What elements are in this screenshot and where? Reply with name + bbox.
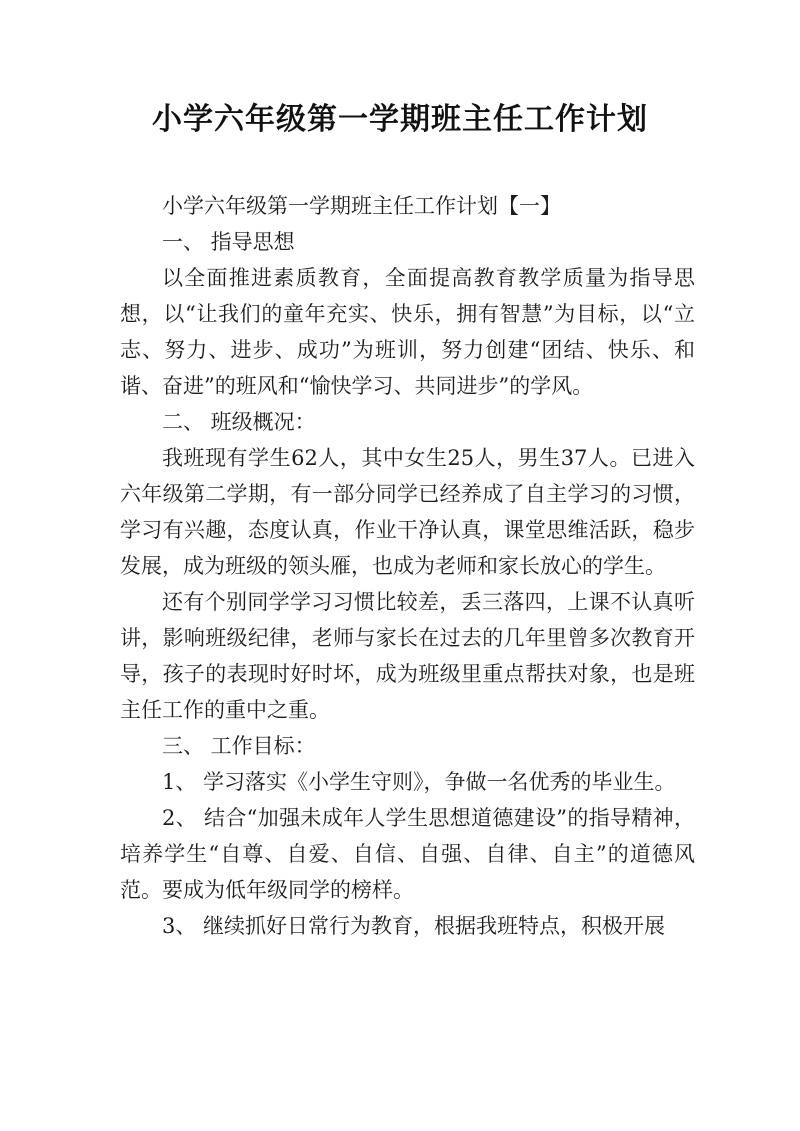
list-item-goal-3: 3、 继续抓好日常行为教育，根据我班特点，积极开展 [162,914,666,938]
list-item-goal-2: 2、 结合“加强未成年人学生思想道德建设”的指导精神，培养学生“自尊、自爱、自信、自强、自律、自主”的道德风范。要成为低年级同学的榜样。 [120,806,695,902]
paragraph-guiding-thought: 以全面推进素质教育，全面提高教育教学质量为指导思想，以“让我们的童年充实、快乐，拥有智慧”为目标，以“立志、努力、进步、成功”为班训，努力创建“团结、快乐、和谐、奋进”的班风和“愉快学习、共同进步”的学风。 [120,266,695,398]
heading-work-goals: 三、 工作目标： [162,734,316,758]
document-title: 小学六年级第一学期班主任工作计划 [152,102,648,137]
paragraph-class-issues: 还有个别同学学习习惯比较差，丢三落四，上课不认真听讲，影响班级纪律，老师与家长在过去的几年里曾多次教育开导，孩子的表现时好时坏，成为班级里重点帮扶对象，也是班主任工作的重中之重。 [120,590,695,722]
heading-guiding-thought: 一、 指导思想 [162,230,295,254]
paragraph-class-overview: 我班现有学生62人，其中女生25人，男生37人。已进入六年级第二学期，有一部分同学已经养成了自主学习的习惯，学习有兴趣，态度认真，作业干净认真，课堂思维活跃，稳步发展，成为班级的领头雁，也成为老师和家长放心的学生。 [120,446,695,578]
document-body [120,188,695,944]
list-item-goal-1: 1、 学习落实《小学生守则》，争做一名优秀的毕业生。 [162,770,676,794]
section-subtitle: 小学六年级第一学期班主任工作计划【一】 [162,194,561,218]
heading-class-overview: 二、 班级概况： [162,410,316,434]
